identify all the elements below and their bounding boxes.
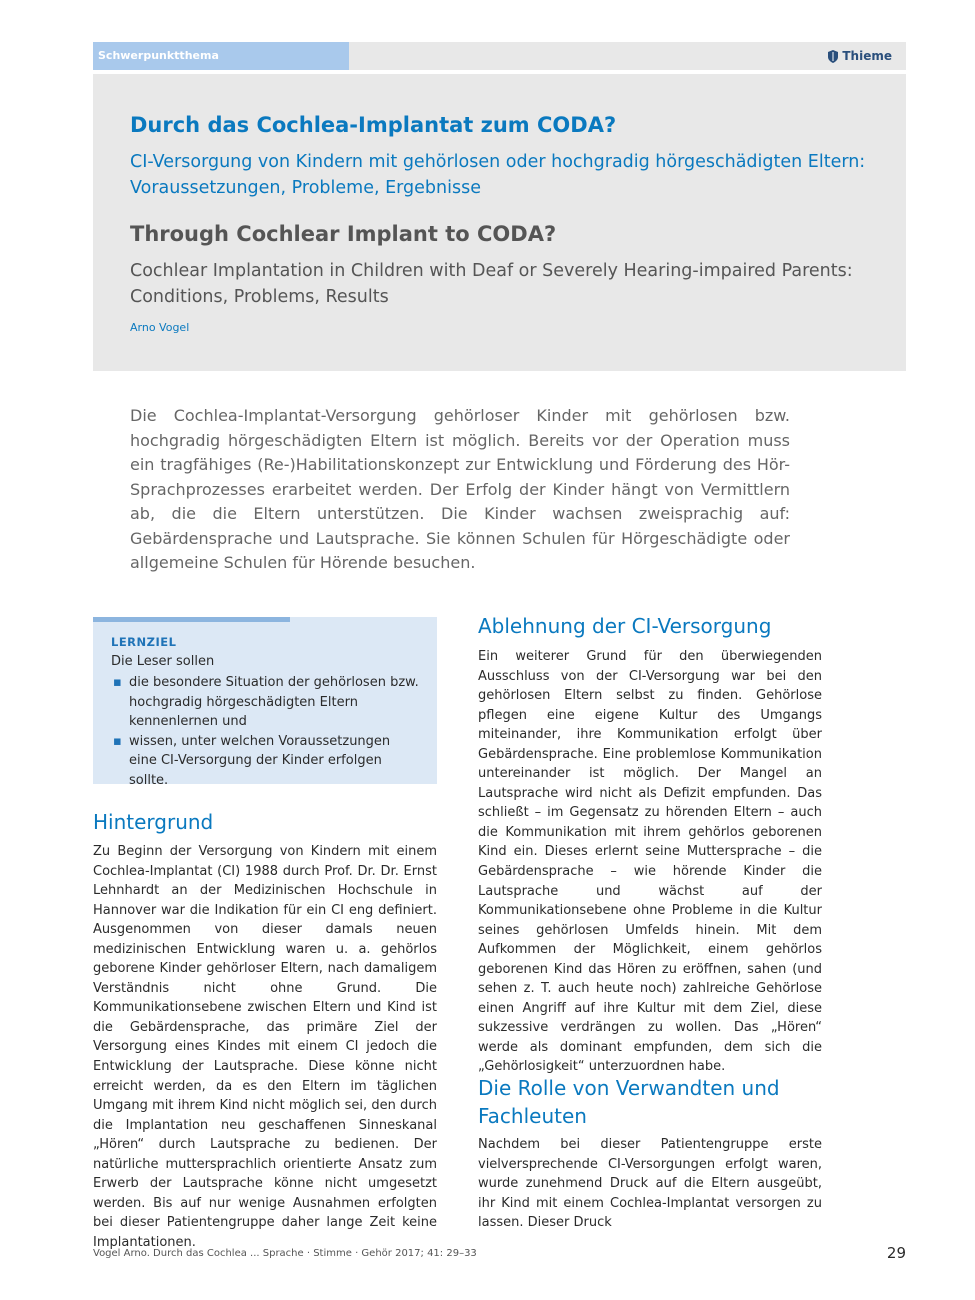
publisher-name: Thieme	[842, 49, 892, 63]
title-block	[93, 74, 906, 371]
article-title-en: Through Cochlear Implant to CODA?	[130, 222, 557, 246]
section-text-rolle: Nachdem bei dieser Patientengruppe erste vielversprechende CI-Versorgungen erfolgt waren, wurde zunehmend Druck auf die Eltern ausgeübt, ihr Kind mit einem Cochlea-Implantat versorgen zu lassen. Dieser Druck	[478, 1137, 822, 1231]
bullet-icon: ▪	[113, 675, 122, 690]
page-number: 29	[886, 1244, 906, 1262]
learning-goal-item: ▪ wissen, unter welchen Voraussetzungen eine CI-Versorgung der Kinder erfolgen sollte.	[113, 733, 391, 788]
abstract: Die Cochlea-Implantat-Versorgung gehörloser Kinder mit gehörlosen bzw. hochgradig hörgeschädigten Eltern ist möglich. Bereits vor der Operation muss ein tragfähiges (Re-)Habilitationskonzept zur Entwicklung und Förderung des Hör-Sprachprozesses erarbeitet werden. Der Erfolg der Kinder hängt von Vermittlern ab, die die Eltern unterstützen. Die Kinder wachsen zweisprachig auf: Gebärdensprache und Lautsprache. Sie können Schulen für Hörgeschädigte oder allgemeine Schulen für Hörende besuchen.	[130, 406, 790, 572]
learning-goal-box	[93, 617, 437, 788]
section-heading-ablehnung: Ablehnung der CI-Versorgung	[478, 614, 772, 638]
author-name: Arno Vogel	[130, 321, 190, 334]
header-bar	[93, 42, 906, 70]
bullet-icon: ▪	[113, 733, 122, 749]
article-subtitle-de: CI-Versorgung von Kindern mit gehörlosen oder hochgradig hörgeschädigten Eltern: Voraussetzungen, Probleme, Ergebnisse	[130, 152, 866, 198]
thieme-shield-icon	[828, 50, 838, 63]
article-subtitle-en: Cochlear Implantation in Children with Deaf or Severely Hearing-impaired Parents: Conditions, Problems, Results	[130, 261, 853, 307]
learning-goal-list	[111, 673, 421, 790]
learning-goal-title: LERNZIEL	[111, 635, 177, 649]
section-text-hintergrund: Zu Beginn der Versorgung von Kindern mit einem Cochlea-Implantat (CI) 1988 durch Prof. Dr. Dr. Ernst Lehnhardt an der Medizinischen Hochschule in Hannover war die Indikation für ein CI eng definiert. Ausgenommen von dieser damals neuen medizinischen Entwicklung waren u. a. gehörlos geborene Kinder gehörloser Eltern, nach damaligem Verständnis nicht ohne Grund. Die Kommunikationsebene zwischen Eltern und Kind ist die Gebärdensprache, das primäre Ziel der Versorgung eines Kindes mit einem CI jedoch die Entwicklung der Lautsprache. Diese könne nicht erreicht werden, da es den Eltern im täglichen Umgang mit ihrem Kind nicht möglich sei, den durch die Implantation neu geschaffenen Sinneskanal „Hören“ durch Lautsprache zu bedienen. Der natürliche muttersprachlich orientierte Ansatz zum Erwerb der Lautsprache könne nicht umgesetzt werden. Bis auf nur wenige Ausnahmen erfolgten bei dieser Patientengruppe daher lange Zeit keine Implantationen.	[93, 844, 437, 1250]
section-tag: Schwerpunktthema	[93, 42, 349, 70]
section-heading-rolle: Die Rolle von Verwandten und Fachleuten	[478, 1076, 780, 1128]
learning-goal-strip	[93, 617, 290, 622]
learning-goal-intro: Die Leser sollen	[111, 654, 215, 669]
section-heading-hintergrund: Hintergrund	[93, 810, 214, 834]
publisher-logo	[828, 42, 892, 70]
learning-goal-item: ▪ die besondere Situation der gehörlosen bzw. hochgradig hörgeschädigten Eltern kennenlernen und	[113, 675, 419, 729]
footer-citation: Vogel Arno. Durch das Cochlea ... Sprache · Stimme · Gehör 2017; 41: 29–33	[93, 1248, 477, 1259]
section-text-ablehnung: Ein weiterer Grund für den überwiegenden Ausschluss von der CI-Versorgung war bei den gehörlosen Eltern selbst zu finden. Gehörlose pflegen eine eigene Kultur des Umgangs miteinander, ihre Kommunikation erfolgt über Gebärdensprache. Eine problemlose Kommunikation untereinander ist möglich. Der Mangel an Lautsprache wird nicht als Defizit empfunden. Das schließt – im Gegensatz zu hörenden Eltern – auch die Kommunikation mit ihrem gehörlos geborenen Kind ein. Dieses erlernt seine Muttersprache – die Gebärdensprache – wie hörende Kinder die Lautsprache und wächst auf der Kommunikationsebene ohne Probleme in die Kultur seines gehörlosen Umfelds hinein. Mit dem Aufkommen der Möglichkeit, einem gehörlos geborenen Kind das Hören zu eröffnen, sahen (und sehen z. T. auch heute noch) zahlreiche Gehörlose einen Angriff auf ihre Kultur mit dem Ziel, diese sukzessive verdrängen zu wollen. Das „Hören“ werde als dominant empfunden, dem sich die „Gehörlosigkeit“ unterzuordnen habe.	[478, 649, 822, 1075]
article-title-de: Durch das Cochlea-Implantat zum CODA?	[130, 113, 617, 137]
